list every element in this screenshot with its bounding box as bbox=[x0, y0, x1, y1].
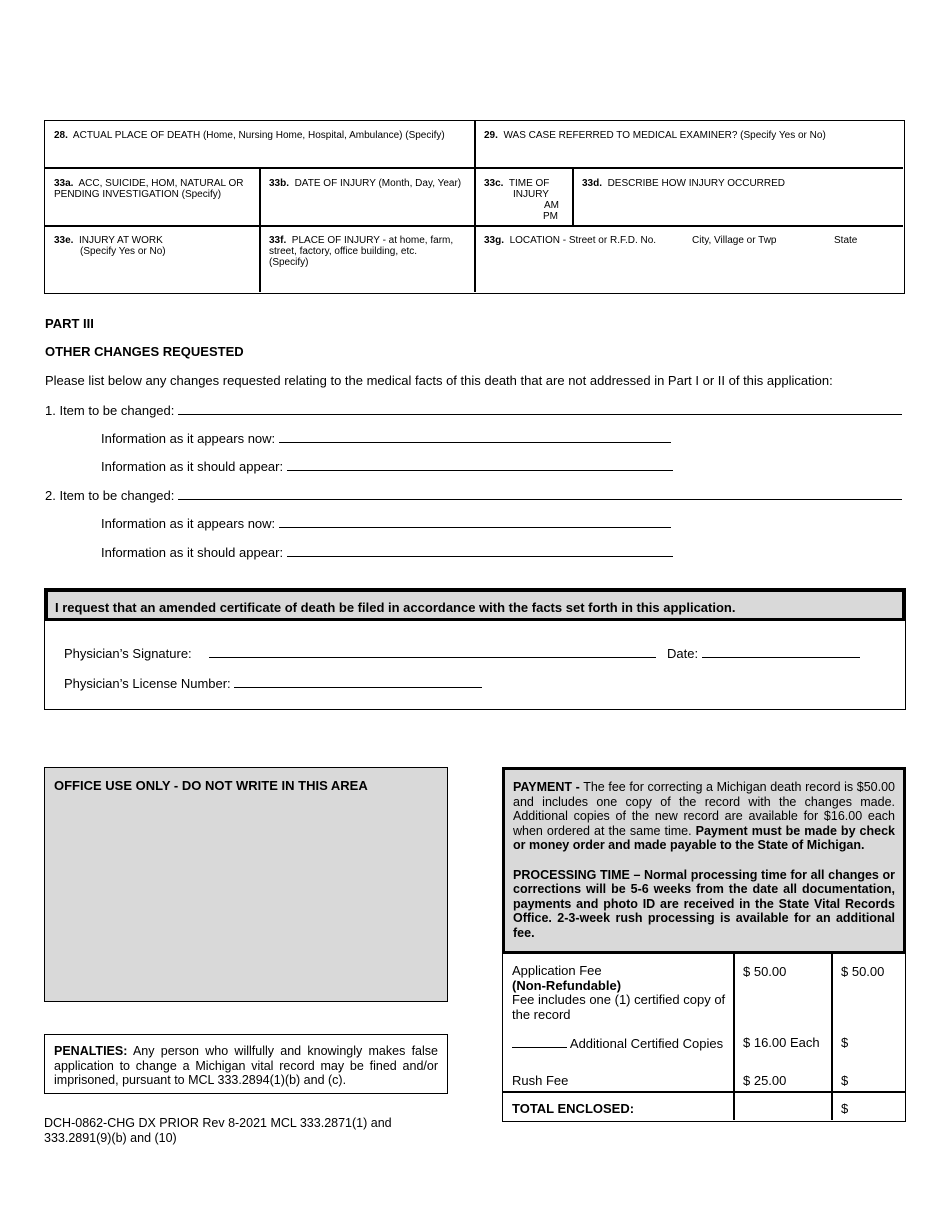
section-title: OTHER CHANGES REQUESTED bbox=[45, 344, 244, 359]
penalties-box: PENALTIES: Any person who willfully and knowingly makes false application to change a Michigan vital record may be fined and/or imprisoned, pursuant to MCL 333.2894(1)(b) and (c). bbox=[44, 1034, 448, 1094]
item-1-input[interactable] bbox=[178, 402, 902, 415]
rush-fee-label: Rush Fee bbox=[512, 1073, 569, 1088]
rush-fee-total[interactable]: $ bbox=[841, 1073, 849, 1088]
payment-text: PAYMENT - The fee for correcting a Michigan death record is $50.00 and includes one copy of the record with the changes made. Additional copies of the new record are available for $16.00 each when ordered at the same time. Payment must be made by check or money order and made payable to the State of Michigan. bbox=[513, 780, 895, 852]
copies-row: Additional Certified Copies bbox=[512, 1035, 723, 1051]
license-input[interactable] bbox=[234, 675, 482, 688]
copies-total[interactable]: $ bbox=[841, 1035, 849, 1050]
field-33c[interactable]: 33c. TIME OF INJURY AM PM bbox=[484, 178, 559, 222]
fee-table bbox=[502, 954, 906, 1122]
item-2-should-input[interactable] bbox=[287, 544, 673, 557]
processing-text: PROCESSING TIME – Normal processing time for all changes or corrections will be 5-6 weeks from the date all documentation, payments and photo ID are received in the State Vital Records Office. 2-3-week rush processing is available for an additional fee. bbox=[513, 867, 895, 940]
date-row: Date: bbox=[667, 645, 860, 661]
item-2-row: 2. Item to be changed: bbox=[45, 487, 902, 503]
item-1-now-input[interactable] bbox=[279, 430, 671, 443]
license-row: Physician’s License Number: bbox=[64, 675, 482, 691]
item-2-now-input[interactable] bbox=[279, 515, 671, 528]
signature-section bbox=[44, 588, 906, 710]
copies-count-input[interactable] bbox=[512, 1035, 567, 1048]
field-33f[interactable]: 33f. PLACE OF INJURY - at home, farm, street, factory, office building, etc. (Specify) bbox=[269, 235, 454, 268]
item-1-row: 1. Item to be changed: bbox=[45, 402, 902, 418]
physician-signature-row: Physician’s Signature: bbox=[64, 645, 656, 661]
field-33b[interactable]: 33b. DATE OF INJURY (Month, Day, Year) bbox=[269, 178, 462, 189]
office-use-area bbox=[44, 767, 448, 1002]
field-28[interactable]: 28. ACTUAL PLACE OF DEATH (Home, Nursing Home, Hospital, Ambulance) (Specify) bbox=[54, 130, 445, 141]
application-fee-total: $ 50.00 bbox=[841, 964, 885, 979]
request-statement: I request that an amended certificate of death be filed in accordance with the facts set forth in this application. bbox=[55, 600, 736, 615]
item-1-now-row: Information as it appears now: bbox=[101, 430, 671, 446]
part-title: PART III bbox=[45, 316, 94, 331]
item-1-should-row: Information as it should appear: bbox=[101, 458, 673, 474]
form-footer: DCH-0862-CHG DX PRIOR Rev 8-2021 MCL 333.2871(1) and 333.2891(9)(b) and (10) bbox=[44, 1116, 392, 1145]
total-enclosed-label: TOTAL ENCLOSED: bbox=[512, 1101, 635, 1116]
field-29[interactable]: 29. WAS CASE REFERRED TO MEDICAL EXAMINER? (Specify Yes or No) bbox=[484, 130, 826, 141]
item-2-now-row: Information as it appears now: bbox=[101, 515, 671, 531]
field-33a[interactable]: 33a. ACC, SUICIDE, HOM, NATURAL OR PENDING INVESTIGATION (Specify) bbox=[54, 178, 244, 200]
intro-text: Please list below any changes requested relating to the medical facts of this death that are not addressed in Part I or II of this application: bbox=[45, 373, 833, 388]
copies-unit: $ 16.00 Each bbox=[743, 1035, 820, 1050]
rush-fee-unit: $ 25.00 bbox=[743, 1073, 787, 1088]
request-statement-box bbox=[45, 589, 905, 621]
application-fee-unit: $ 50.00 bbox=[743, 964, 787, 979]
physician-signature-input[interactable] bbox=[209, 645, 656, 658]
item-1-should-input[interactable] bbox=[287, 458, 673, 471]
field-33d[interactable]: 33d. DESCRIBE HOW INJURY OCCURRED bbox=[582, 178, 786, 189]
item-2-input[interactable] bbox=[178, 487, 902, 500]
date-input[interactable] bbox=[702, 645, 860, 658]
application-fee-row: Application Fee (Non-Refundable) Fee includes one (1) certified copy of the record bbox=[512, 963, 726, 1022]
death-injury-table bbox=[44, 120, 905, 294]
payment-info-box bbox=[502, 767, 906, 954]
field-33g[interactable]: 33g. LOCATION - Street or R.F.D. No. City, Village or Twp State bbox=[484, 235, 858, 246]
office-use-label: OFFICE USE ONLY - DO NOT WRITE IN THIS AREA bbox=[54, 778, 368, 793]
item-2-should-row: Information as it should appear: bbox=[101, 544, 673, 560]
field-33e[interactable]: 33e. INJURY AT WORK (Specify Yes or No) bbox=[54, 235, 166, 257]
total-enclosed-value[interactable]: $ bbox=[841, 1101, 849, 1116]
